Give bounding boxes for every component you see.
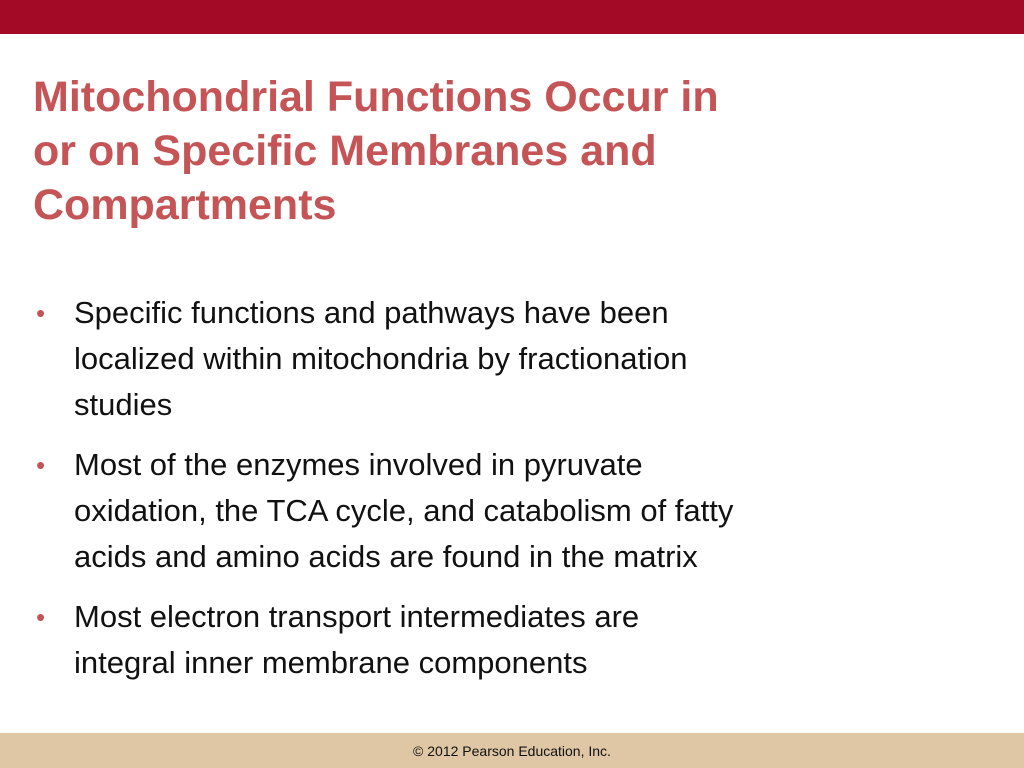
- bullet-line: Most of the enzymes involved in pyruvate: [74, 447, 643, 482]
- bullet-icon: •: [36, 298, 46, 328]
- bullet-line: oxidation, the TCA cycle, and catabolism of fatty: [74, 493, 734, 528]
- bullet-icon: •: [36, 450, 46, 480]
- bullet-text: [74, 594, 996, 686]
- bullet-line: Most electron transport intermediates are: [74, 599, 640, 634]
- top-accent-bar: [0, 0, 1024, 34]
- title-line: Mitochondrial Functions Occur in: [33, 73, 719, 121]
- bullet-line: integral inner membrane components: [74, 645, 588, 680]
- title-line: or on Specific Membranes and: [33, 127, 657, 175]
- bullet-text: [74, 442, 996, 580]
- bullet-list: [36, 290, 996, 700]
- title-line: Compartments: [33, 181, 337, 229]
- bullet-item: [36, 290, 996, 428]
- bullet-line: localized within mitochondria by fractionation: [74, 341, 688, 376]
- bullet-line: acids and amino acids are found in the matrix: [74, 539, 698, 574]
- copyright-footer: © 2012 Pearson Education, Inc.: [413, 743, 611, 759]
- bullet-line: studies: [74, 387, 173, 422]
- slide-title: [33, 70, 933, 232]
- bullet-text: [74, 290, 996, 428]
- bullet-line: Specific functions and pathways have been: [74, 295, 669, 330]
- bullet-item: [36, 594, 996, 686]
- bullet-icon: •: [36, 602, 46, 632]
- footer-bar: [0, 733, 1024, 768]
- bullet-item: [36, 442, 996, 580]
